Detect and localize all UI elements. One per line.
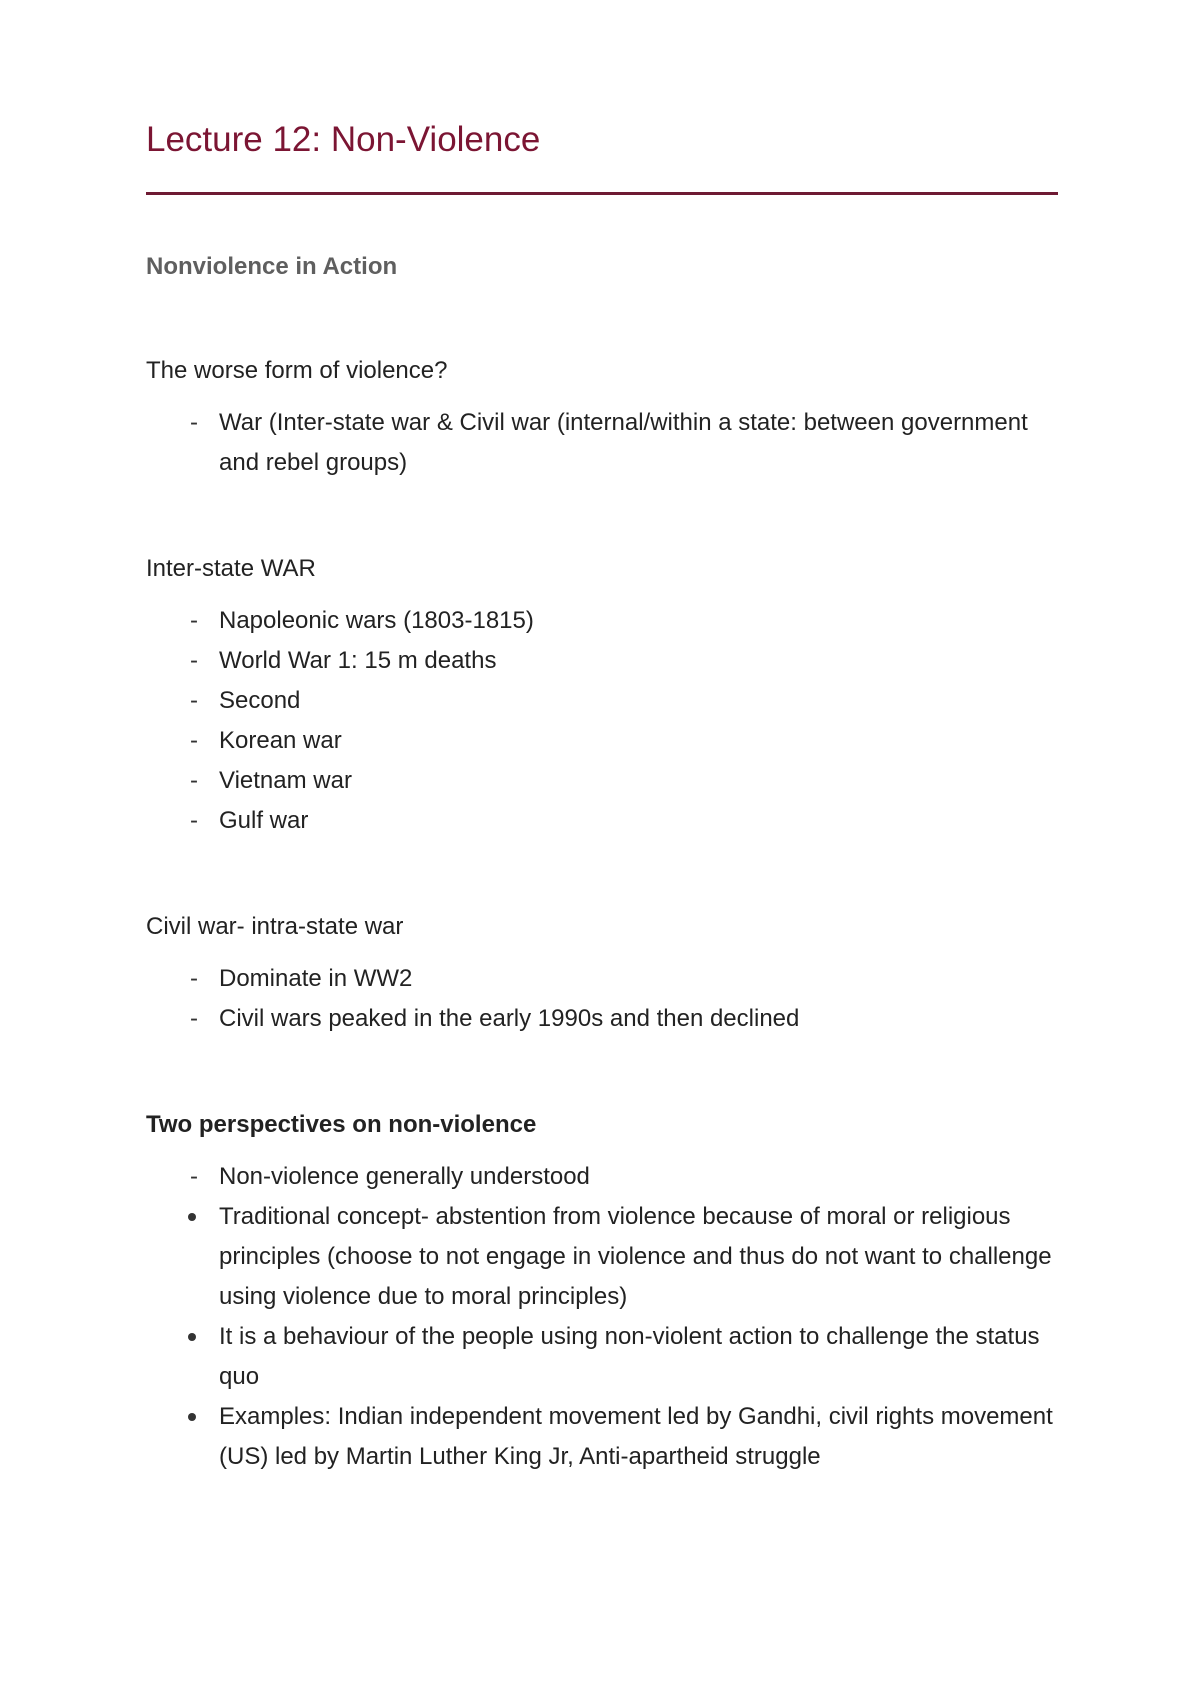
- bullet-list: [146, 959, 1058, 1039]
- section-heading: Inter-state WAR: [146, 555, 316, 582]
- list-item: [146, 801, 1058, 841]
- dash-marker: -: [190, 1005, 198, 1032]
- list-item: [146, 1157, 1058, 1197]
- list-item: [146, 1317, 1058, 1397]
- section-inter-state-war: [146, 549, 1058, 841]
- dash-marker: -: [190, 965, 198, 992]
- section-heading: Two perspectives on non-violence: [146, 1111, 537, 1138]
- list-item-text: Civil wars peaked in the early 1990s and then declined: [219, 1005, 800, 1032]
- list-item: [146, 999, 1058, 1039]
- dash-marker: -: [190, 409, 198, 436]
- list-item-text: Vietnam war: [219, 767, 352, 794]
- dash-marker: -: [190, 607, 198, 634]
- list-item: [146, 641, 1058, 681]
- list-item-text: Examples: Indian independent movement led by Gandhi, civil rights movement (US) led by Martin Luther King Jr, Anti-apartheid struggle: [219, 1403, 1053, 1470]
- bullet-list: [146, 601, 1058, 841]
- section-heading: The worse form of violence?: [146, 357, 448, 384]
- title-rule: [146, 192, 1058, 195]
- list-item-text: Dominate in WW2: [219, 965, 413, 992]
- dash-marker: -: [190, 807, 198, 834]
- dash-marker: -: [190, 647, 198, 674]
- section-subtitle: Nonviolence in Action: [146, 253, 398, 280]
- list-item-text: Traditional concept- abstention from violence because of moral or religious principles (choose to not engage in violence and thus do not want to challenge using violence due to moral principles): [219, 1203, 1052, 1310]
- bullet-list: [146, 403, 1058, 483]
- bullet-marker: [188, 1213, 196, 1221]
- dash-marker: -: [190, 767, 198, 794]
- list-item: [146, 681, 1058, 721]
- list-item-text: Gulf war: [219, 807, 309, 834]
- list-item: [146, 721, 1058, 761]
- list-item-text: War (Inter-state war & Civil war (internal/within a state: between government and rebel groups): [219, 409, 1028, 476]
- list-item: [146, 601, 1058, 641]
- list-item-text: World War 1: 15 m deaths: [219, 647, 497, 674]
- bullet-marker: [188, 1333, 196, 1341]
- section-civil-war: [146, 907, 1058, 1039]
- bullet-list: [146, 1157, 1058, 1477]
- page-title: Lecture 12: Non-Violence: [146, 120, 541, 159]
- list-item-text: Non-violence generally understood: [219, 1163, 590, 1190]
- section-worse-form: [146, 351, 1058, 483]
- dash-marker: -: [190, 727, 198, 754]
- list-item: [146, 1397, 1058, 1477]
- list-item: [146, 403, 1058, 483]
- dash-marker: -: [190, 1163, 198, 1190]
- list-item-text: Second: [219, 687, 301, 714]
- section-two-perspectives: [146, 1105, 1058, 1477]
- list-item-text: Korean war: [219, 727, 342, 754]
- list-item-text: Napoleonic wars (1803-1815): [219, 607, 534, 634]
- section-heading: Civil war- intra-state war: [146, 913, 404, 940]
- dash-marker: -: [190, 687, 198, 714]
- bullet-marker: [188, 1413, 196, 1421]
- list-item: [146, 1197, 1058, 1317]
- list-item: [146, 959, 1058, 999]
- list-item-text: It is a behaviour of the people using non-violent action to challenge the status quo: [219, 1323, 1040, 1390]
- list-item: [146, 761, 1058, 801]
